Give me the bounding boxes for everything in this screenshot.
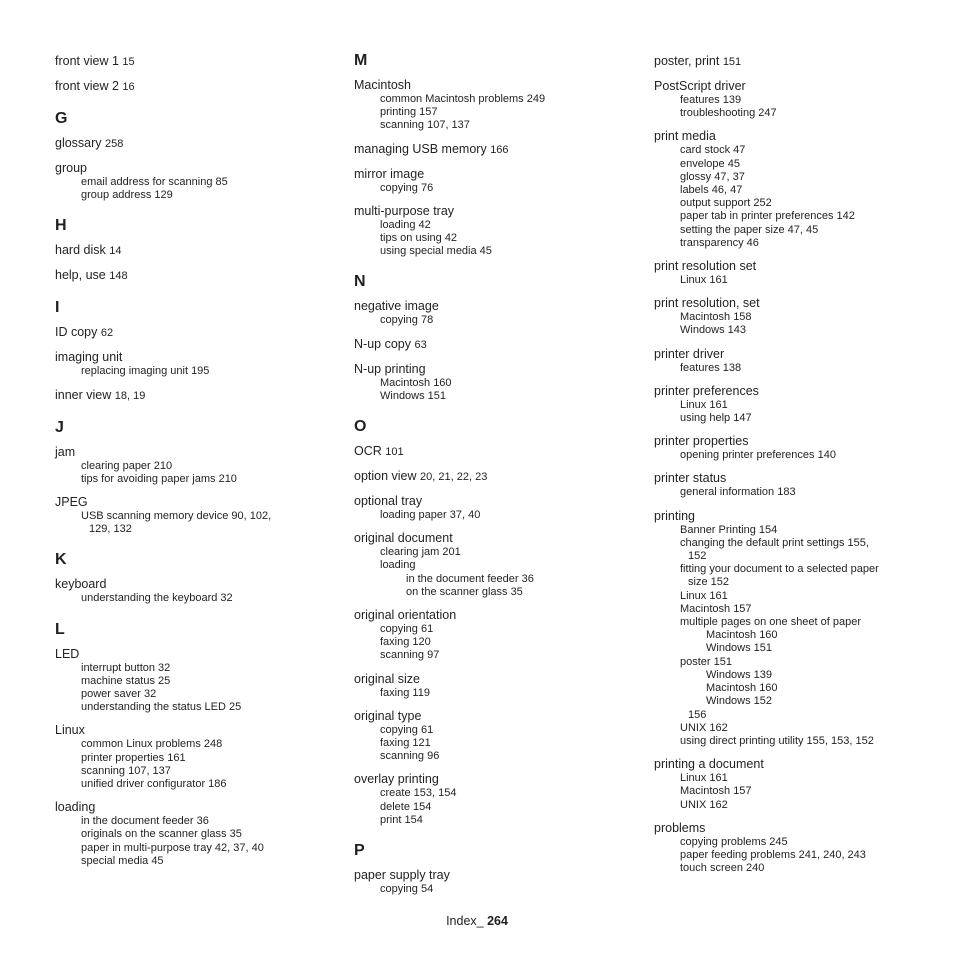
index-term: N-up printing xyxy=(354,361,426,376)
index-entry xyxy=(55,444,335,486)
index-subentry: features 138 xyxy=(680,361,742,374)
index-term-line xyxy=(55,722,335,738)
index-term: printer status xyxy=(654,471,727,486)
page-refs: 101 xyxy=(385,446,404,459)
page-refs: 258 xyxy=(105,138,124,150)
page-footer xyxy=(0,914,954,928)
index-term: inner view xyxy=(55,387,112,402)
index-term-line xyxy=(55,324,335,341)
index-term-line xyxy=(354,493,634,509)
index-subentry: on the scanner glass 35 xyxy=(406,585,523,598)
index-term: original orientation xyxy=(354,608,457,623)
index-term-line xyxy=(55,444,335,460)
index-subentry: loading paper 37, 40 xyxy=(380,509,481,522)
index-term: printer driver xyxy=(654,346,725,361)
index-subentry: loading xyxy=(380,559,416,572)
index-subentry: print 154 xyxy=(380,813,423,826)
index-term-line xyxy=(354,141,634,158)
index-term-line xyxy=(654,470,944,486)
index-entry xyxy=(354,468,634,485)
index-subentry: unified driver configurator 186 xyxy=(81,778,227,791)
index-term: OCR xyxy=(354,444,382,459)
index-entry xyxy=(55,78,335,95)
index-entry xyxy=(654,258,944,287)
index-subentry: Windows 139 xyxy=(706,668,773,681)
index-term-line xyxy=(654,258,944,274)
index-term-line xyxy=(354,361,634,377)
index-term: Macintosh xyxy=(354,78,411,92)
index-subentry: faxing 119 xyxy=(380,686,430,699)
index-subentry: 129, 132 xyxy=(89,523,132,536)
index-subentry: copying problems 245 xyxy=(680,835,788,848)
index-term: optional tray xyxy=(354,494,423,509)
index-entry xyxy=(654,470,944,499)
index-subentry: scanning 96 xyxy=(380,750,440,763)
section-letter: G xyxy=(55,110,68,127)
index-term: printer properties xyxy=(654,434,749,449)
index-entry xyxy=(654,53,944,70)
index-subentry: scanning 107, 137 xyxy=(81,764,171,777)
index-subentry: setting the paper size 47, 45 xyxy=(680,223,819,236)
index-term-line xyxy=(354,336,634,353)
index-term: keyboard xyxy=(55,577,107,592)
index-term-line xyxy=(55,242,335,259)
index-term: mirror image xyxy=(354,166,425,181)
index-subentry: Macintosh 157 xyxy=(680,785,752,798)
index-subentry: Banner Printing 154 xyxy=(680,523,778,536)
index-term-line xyxy=(654,433,944,449)
index-subentry: copying 78 xyxy=(380,314,434,327)
index-term-line xyxy=(354,530,634,546)
page-refs: 14 xyxy=(109,245,122,258)
section-letter: N xyxy=(354,273,366,291)
index-entry xyxy=(654,346,944,375)
index-term: glossary xyxy=(55,136,102,150)
index-subentry: copying 76 xyxy=(380,181,434,194)
footer-prefix: Index_ xyxy=(446,914,488,928)
index-term: print media xyxy=(654,129,716,144)
index-subentry: paper tab in printer preferences 142 xyxy=(680,210,855,223)
index-term-line xyxy=(55,160,335,176)
index-entry xyxy=(354,166,634,195)
section-letter: K xyxy=(55,551,67,569)
index-subentry: opening printer preferences 140 xyxy=(680,449,836,462)
index-term: imaging unit xyxy=(55,350,123,365)
index-term: negative image xyxy=(354,299,439,314)
index-term-line xyxy=(654,508,944,524)
index-subentry: Linux 161 xyxy=(680,772,728,785)
index-subentry: Macintosh 160 xyxy=(706,682,778,695)
index-entry xyxy=(354,298,634,327)
page-refs: 15 xyxy=(122,56,135,68)
index-subentry: Linux 161 xyxy=(680,274,728,287)
index-subentry: UNIX 162 xyxy=(680,798,728,811)
index-term: front view 1 xyxy=(55,54,119,68)
index-entry xyxy=(55,135,335,152)
index-subentry: transparency 46 xyxy=(680,236,759,249)
index-subentry: troubleshooting 247 xyxy=(680,107,777,120)
index-subentry: replacing imaging unit 195 xyxy=(81,365,210,378)
index-term: printing a document xyxy=(654,757,764,772)
index-subentry: 156 xyxy=(688,708,707,721)
index-subentry: labels 46, 47 xyxy=(680,184,743,197)
index-subentry: faxing 120 xyxy=(380,636,431,649)
index-term: original document xyxy=(354,531,453,546)
index-column-1 xyxy=(55,53,335,876)
index-subentry: machine status 25 xyxy=(81,674,171,687)
index-subentry: originals on the scanner glass 35 xyxy=(81,828,242,841)
index-subentry: Macintosh 160 xyxy=(380,376,452,389)
index-term: N-up copy xyxy=(354,336,411,351)
page-number: 264 xyxy=(487,914,508,928)
index-subentry: common Linux problems 248 xyxy=(81,738,223,751)
index-subentry: card stock 47 xyxy=(680,144,746,157)
index-term: help, use xyxy=(55,268,106,283)
index-subentry: multiple pages on one sheet of paper xyxy=(680,616,862,629)
index-term: poster, print xyxy=(654,54,720,68)
index-term-line xyxy=(55,646,335,662)
index-subentry: power saver 32 xyxy=(81,688,157,701)
index-term: multi-purpose tray xyxy=(354,203,455,218)
index-term: front view 2 xyxy=(55,79,119,93)
index-term-line xyxy=(354,771,634,787)
index-subentry: copying 61 xyxy=(380,623,434,636)
index-subentry: clearing paper 210 xyxy=(81,459,173,472)
index-term: original size xyxy=(354,671,421,686)
index-subentry: common Macintosh problems 249 xyxy=(380,93,546,105)
index-subentry: output support 252 xyxy=(680,197,772,210)
index-subentry: interrupt button 32 xyxy=(81,661,171,674)
index-subentry: paper feeding problems 241, 240, 243 xyxy=(680,848,866,861)
section-letter: M xyxy=(354,52,368,69)
index-term-line xyxy=(354,671,634,687)
index-term-line xyxy=(55,349,335,365)
index-entry xyxy=(354,708,634,764)
index-term-line xyxy=(654,53,944,70)
index-subentry: printer properties 161 xyxy=(81,751,186,764)
index-subentry: features 139 xyxy=(680,94,742,106)
index-subentry: faxing 121 xyxy=(380,737,431,750)
index-entry xyxy=(354,530,634,599)
section-letter: H xyxy=(55,217,67,235)
index-entry xyxy=(654,295,944,337)
index-term: original type xyxy=(354,708,422,723)
index-entry xyxy=(55,494,335,536)
section-letter: L xyxy=(55,620,65,638)
index-subentry: size 152 xyxy=(688,576,729,589)
index-entry xyxy=(654,383,944,425)
index-entry xyxy=(55,349,335,378)
index-subentry: using direct printing utility 155, 153, 152 xyxy=(680,734,874,747)
index-subentry: fitting your document to a selected paper xyxy=(680,563,879,576)
index-subentry: 152 xyxy=(688,550,707,563)
index-term-line xyxy=(654,295,944,311)
index-term-line xyxy=(55,78,335,95)
index-term-line xyxy=(654,128,944,144)
index-subentry: clearing jam 201 xyxy=(380,546,461,559)
page-refs: 151 xyxy=(722,56,742,68)
index-subentry: in the document feeder 36 xyxy=(406,572,534,585)
index-entry xyxy=(55,324,335,341)
index-subentry: glossy 47, 37 xyxy=(680,170,745,183)
index-entry xyxy=(354,203,634,259)
index-subentry: email address for scanning 85 xyxy=(81,176,228,188)
index-subentry: tips on using 42 xyxy=(380,232,458,245)
index-subentry: changing the default print settings 155, xyxy=(680,536,869,549)
index-term: Linux xyxy=(55,723,85,738)
index-term: printing xyxy=(654,508,695,523)
index-term: group xyxy=(55,161,87,175)
index-entry xyxy=(354,77,634,133)
index-subentry: general information 183 xyxy=(680,486,796,499)
index-entry xyxy=(654,128,944,250)
section-letter: J xyxy=(55,418,64,436)
index-entry xyxy=(354,607,634,663)
index-subentry: touch screen 240 xyxy=(680,862,765,875)
index-subentry: Windows 152 xyxy=(706,695,773,708)
index-term: print resolution set xyxy=(654,259,757,274)
index-subentry: scanning 107, 137 xyxy=(380,119,470,132)
index-entry xyxy=(55,722,335,791)
index-subentry: Macintosh 157 xyxy=(680,602,752,615)
index-term: overlay printing xyxy=(354,772,439,787)
index-term-line xyxy=(354,166,634,182)
index-entry xyxy=(354,336,634,353)
index-subentry: group address 129 xyxy=(81,189,173,202)
index-entry xyxy=(55,160,335,202)
index-entry xyxy=(354,493,634,522)
index-term: option view xyxy=(354,469,417,484)
index-term-line xyxy=(354,867,634,883)
index-term: print resolution, set xyxy=(654,296,760,311)
index-subentry: Windows 151 xyxy=(706,642,773,655)
index-term: managing USB memory xyxy=(354,141,487,156)
page-refs: 18, 19 xyxy=(114,389,146,402)
index-term-line xyxy=(354,607,634,623)
index-term-line xyxy=(354,443,634,460)
page-refs: 20, 21, 22, 23 xyxy=(420,471,488,484)
index-term: jam xyxy=(55,444,76,459)
index-subentry: create 153, 154 xyxy=(380,787,457,800)
index-entry xyxy=(654,433,944,462)
index-subentry: Linux 161 xyxy=(680,398,728,411)
index-column-2 xyxy=(354,53,634,904)
page-refs: 148 xyxy=(109,270,128,283)
index-subentry: in the document feeder 36 xyxy=(81,815,209,828)
index-term: ID copy xyxy=(55,325,98,340)
index-subentry: understanding the keyboard 32 xyxy=(81,592,233,605)
index-term: hard disk xyxy=(55,243,106,258)
index-term: problems xyxy=(654,820,706,835)
index-subentry: using special media 45 xyxy=(380,245,492,258)
index-subentry: special media 45 xyxy=(81,854,164,867)
index-subentry: Macintosh 158 xyxy=(680,311,752,324)
section-letter: O xyxy=(354,418,367,436)
index-subentry: understanding the status LED 25 xyxy=(81,701,242,714)
index-term-line xyxy=(354,203,634,219)
index-subentry: Windows 143 xyxy=(680,324,747,337)
index-term: PostScript driver xyxy=(654,79,746,93)
index-subentry: copying 54 xyxy=(380,883,434,896)
index-entry xyxy=(354,361,634,403)
index-subentry: using help 147 xyxy=(680,412,752,425)
index-term-line xyxy=(654,346,944,362)
index-subentry: scanning 97 xyxy=(380,649,440,662)
index-entry xyxy=(55,267,335,284)
index-entry xyxy=(55,646,335,715)
page-refs: 63 xyxy=(414,338,427,351)
index-term-line xyxy=(654,756,944,772)
index-term: printer preferences xyxy=(654,383,759,398)
index-entry xyxy=(654,508,944,748)
index-term-line xyxy=(654,383,944,399)
index-subentry: Linux 161 xyxy=(680,589,728,602)
index-term: loading xyxy=(55,800,96,815)
index-entry xyxy=(654,78,944,120)
page-refs: 16 xyxy=(122,81,135,93)
page-refs: 166 xyxy=(490,143,509,156)
index-term-line xyxy=(654,820,944,836)
index-entry xyxy=(654,820,944,876)
index-term-line xyxy=(55,799,335,815)
index-subentry: Macintosh 160 xyxy=(706,629,778,642)
index-term-line xyxy=(55,267,335,284)
index-entry xyxy=(55,387,335,404)
index-term-line xyxy=(55,53,335,70)
index-term-line xyxy=(354,468,634,485)
index-term-line xyxy=(654,78,944,94)
index-entry xyxy=(354,671,634,700)
index-subentry: delete 154 xyxy=(380,800,432,813)
index-term-line xyxy=(55,494,335,510)
index-subentry: poster 151 xyxy=(680,655,732,668)
index-entry xyxy=(354,771,634,827)
index-entry xyxy=(354,141,634,158)
index-entry xyxy=(55,576,335,605)
index-term-line xyxy=(55,576,335,592)
index-subentry: envelope 45 xyxy=(680,157,740,170)
index-subentry: Windows 151 xyxy=(380,389,447,402)
index-entry xyxy=(55,242,335,259)
index-term: LED xyxy=(55,646,80,661)
index-term-line xyxy=(354,708,634,724)
index-subentry: copying 61 xyxy=(380,723,434,736)
index-subentry: paper in multi-purpose tray 42, 37, 40 xyxy=(81,841,264,854)
index-entry xyxy=(354,443,634,460)
section-letter: P xyxy=(354,842,365,860)
index-term: JPEG xyxy=(55,495,88,510)
index-term-line xyxy=(55,387,335,404)
index-column-3 xyxy=(654,53,944,883)
index-entry xyxy=(55,53,335,70)
index-term-line xyxy=(354,298,634,314)
index-subentry: UNIX 162 xyxy=(680,721,728,734)
index-entry xyxy=(55,799,335,868)
index-entry xyxy=(654,756,944,812)
index-entry xyxy=(354,867,634,896)
section-letter: I xyxy=(55,299,60,317)
index-term-line xyxy=(354,77,634,93)
index-subentry: USB scanning memory device 90, 102, xyxy=(81,510,272,523)
index-subentry: printing 157 xyxy=(380,106,438,119)
page-refs: 62 xyxy=(100,327,114,340)
index-term-line xyxy=(55,135,335,152)
index-term: paper supply tray xyxy=(354,868,450,883)
index-subentry: loading 42 xyxy=(380,218,431,231)
index-subentry: tips for avoiding paper jams 210 xyxy=(81,472,237,485)
